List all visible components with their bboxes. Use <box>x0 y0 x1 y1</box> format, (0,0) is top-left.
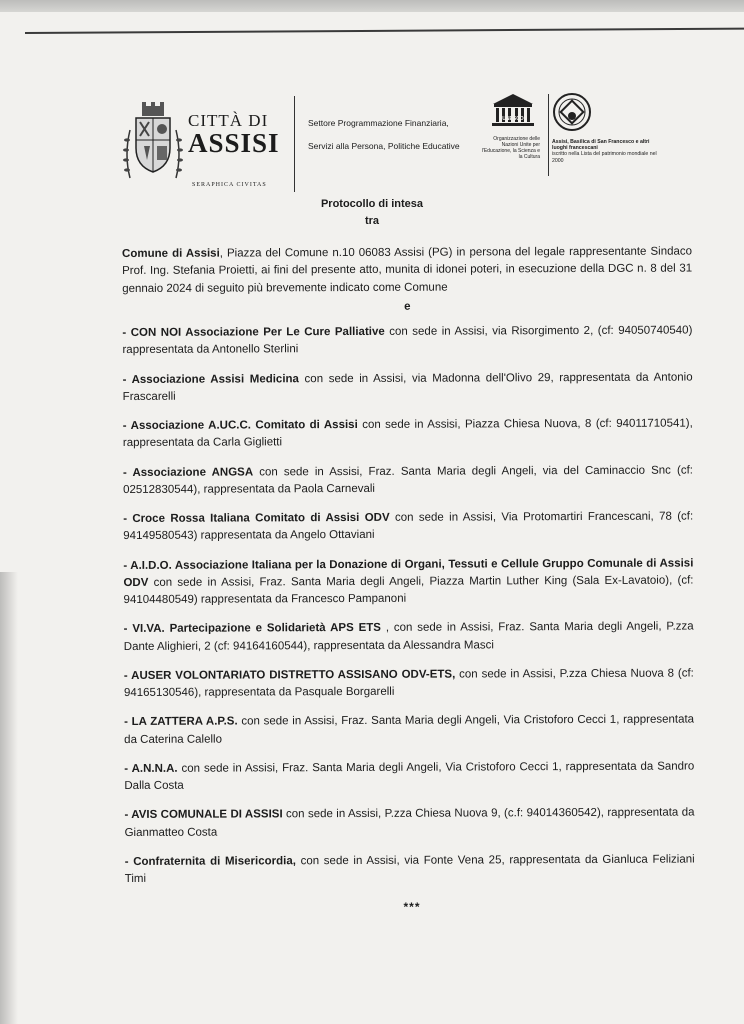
world-heritage-caption <box>552 139 662 164</box>
unesco-temple-icon <box>491 92 535 130</box>
world-heritage-logo <box>552 92 662 164</box>
department-block <box>308 118 468 153</box>
party-name: - LA ZATTERA A.P.S. <box>124 715 238 729</box>
party-name: - Associazione A.UC.C. Comitato di Assisi <box>122 418 358 432</box>
document-title: Protocollo di intesa <box>320 198 424 210</box>
party-paragraph <box>123 369 693 406</box>
city-name <box>188 112 280 157</box>
party-paragraph <box>124 758 694 795</box>
party-paragraph <box>125 851 695 888</box>
comune-paragraph <box>122 244 692 298</box>
unesco-logo <box>480 92 546 160</box>
party-details: con sede in Assisi, Via Protomartiri Francescani, 78 (cf: 94149580543) rappresentata da Angelo Ottaviani <box>123 510 694 543</box>
party-paragraph <box>123 509 693 546</box>
world-heritage-title: Assisi, Basilica di San Francesco e altri luoghi francescani <box>552 139 650 152</box>
party-details: con sede in Assisi, Fraz. Santa Maria degli Angeli, via del Caminaccio Snc (cf: 02512830544), rappresentata da Paola Carnevali <box>123 464 693 496</box>
conjunction: e <box>404 300 411 313</box>
party-details: con sede in Assisi, P.zza Chiesa Nuova 8 (cf: 94165130546), rappresentata da Pasquale Borgarelli <box>123 667 694 699</box>
party-details: con sede in Assisi, via Madonna dell'Olivo 29, rappresentata da Antonio Frascarelli <box>122 371 693 403</box>
party-name: - AUSER VOLONTARIATO DISTRETTO ASSISANO ODV-ETS, <box>123 668 456 682</box>
city-crest-icon <box>122 100 184 180</box>
city-name-line1: CITTÀ DI <box>188 111 269 130</box>
end-mark: *** <box>403 900 421 914</box>
party-paragraph <box>123 555 693 609</box>
scan-shadow <box>0 572 18 1024</box>
party-details: con sede in Assisi, Fraz. Santa Maria degli Angeli, Via Cristoforo Cecci 1, rappresentata da Caterina Calello <box>124 713 695 746</box>
party-name: - A.I.D.O. Associazione Italiana per la Donazione di Organi, Tessuti e Cellule Gruppo Comunale di Assisi ODV <box>123 557 694 589</box>
unesco-caption: Organizzazione delle Nazioni Unite per l'Educazione, la Scienza e la Cultura <box>481 136 540 160</box>
party-details: , con sede in Assisi, Fraz. Santa Maria degli Angeli, P.zza Dante Alighieri, 2 (cf: 94164160544), rappresentata da Alessandra Masci <box>123 620 694 653</box>
scan-top-edge <box>0 0 744 12</box>
document-subtitle: tra <box>364 215 380 227</box>
party-paragraph <box>124 712 694 749</box>
city-motto: SERAPHICA CIVITAS <box>192 182 267 188</box>
party-details: con sede in Assisi, Fraz. Santa Maria degli Angeli, Piazza Martin Luther King (Sala Ex-Lavatoio), (cf: 94104480549) rappresentata da Francesco Pampanoni <box>123 574 694 606</box>
party-details: con sede in Assisi, P.zza Chiesa Nuova 9, (c.f: 94014360542), rappresentata da Gianmatteo Costa <box>124 806 695 839</box>
party-details: con sede in Assisi, Piazza Chiesa Nuova, 8 (cf: 94011710541), rappresentata da Carla Giglietti <box>122 417 693 450</box>
party-list <box>122 323 694 889</box>
world-heritage-emblem-icon <box>552 92 592 132</box>
comune-name: Comune di Assisi <box>122 247 220 260</box>
party-paragraph <box>124 665 694 702</box>
party-name: - Croce Rossa Italiana Comitato di Assisi ODV <box>123 511 390 525</box>
header-divider <box>294 96 295 192</box>
party-name: - AVIS COMUNALE DI ASSISI <box>124 808 283 822</box>
party-name: - Confraternita di Misericordia, <box>124 854 296 868</box>
party-paragraph <box>124 805 694 842</box>
world-heritage-subtitle: iscritto nella Lista del patrimonio mondiale nel 2000 <box>552 151 657 164</box>
party-paragraph <box>123 462 693 499</box>
party-paragraph <box>123 416 693 453</box>
department-name: Settore Programmazione Finanziaria, <box>308 118 449 128</box>
unesco-wordmark: UNESCO <box>502 116 524 122</box>
party-name: - A.N.N.A. <box>124 762 178 775</box>
party-name: - Associazione ANGSA <box>122 465 254 479</box>
party-name: - CON NOI Associazione Per Le Cure Palliative <box>122 325 385 339</box>
party-paragraph <box>122 323 692 360</box>
document-page <box>0 12 744 1024</box>
party-details: con sede in Assisi, Fraz. Santa Maria degli Angeli, Via Cristoforo Cecci 1, rappresentata da Sandro Dalla Costa <box>124 760 695 792</box>
letterhead <box>120 92 660 202</box>
comune-text: , Piazza del Comune n.10 06083 Assisi (PG) in persona del legale rappresentante Sindaco Prof. Ing. Stefania Proietti, ai fini del presente atto, munita di idonei poteri, in esecuzione della DGC n. 8 del 31 gennaio 2024 di seguito più brevemente indicato come Comune <box>122 245 693 295</box>
header-divider-2 <box>548 94 549 176</box>
services-name: Servizi alla Persona, Politiche Educative <box>308 141 460 152</box>
city-name-line2: ASSISI <box>188 128 280 158</box>
party-details: con sede in Assisi, via Risorgimento 2, (cf: 94050740540) rappresentata da Antonello Sterlini <box>122 324 693 357</box>
party-name: - VI.VA. Partecipazione e Solidarietà APS ETS <box>123 622 381 636</box>
party-name: - Associazione Assisi Medicina <box>122 372 299 386</box>
scan-artifact-line <box>25 28 744 34</box>
party-paragraph <box>124 619 694 656</box>
document-body <box>122 244 695 901</box>
party-details: con sede in Assisi, via Fonte Vena 25, rappresentata da Gianluca Feliziani Timi <box>124 853 695 885</box>
